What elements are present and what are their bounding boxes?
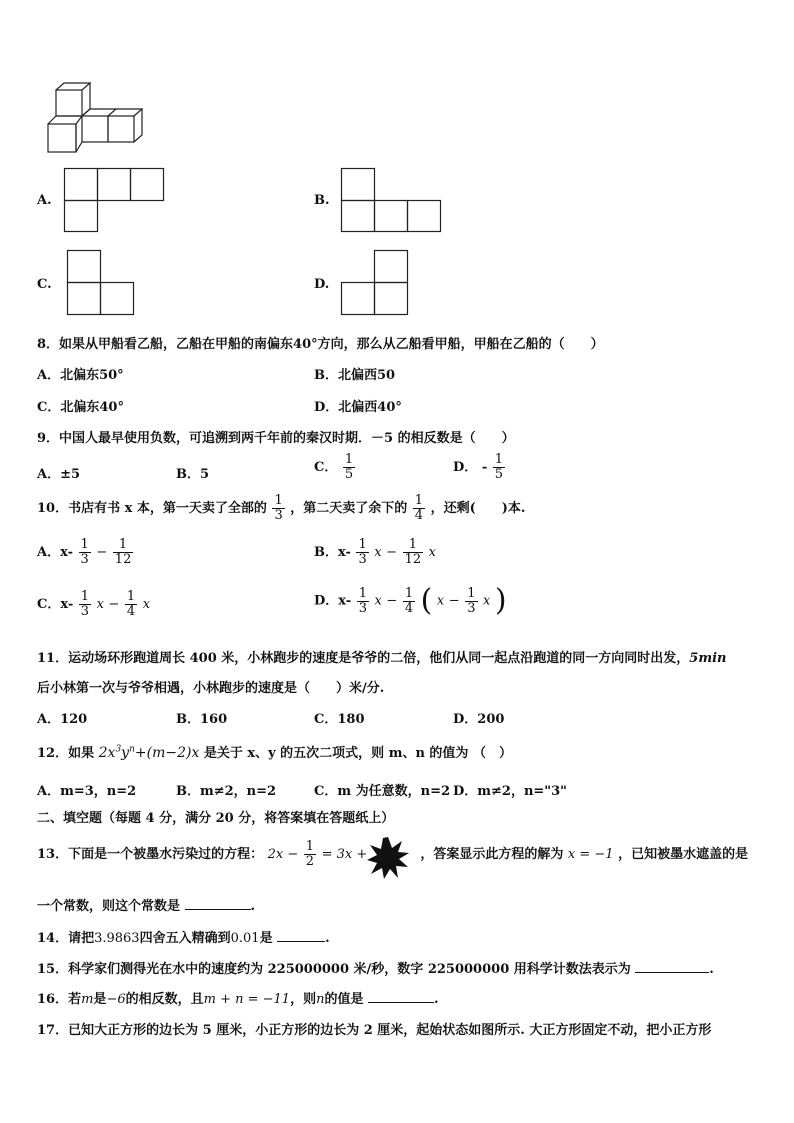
q15-answer-blank[interactable] [635,960,709,973]
q9-option-c[interactable] [314,453,356,482]
q14-answer-blank[interactable] [277,929,325,942]
q13-line1: 13．下面是一个被墨水污染过的方程： 2x − $\frac{1}{2}$ = 3x + ，答案显示此方程的解为 x = −1 ，已知被墨水遮盖的是 [37,839,749,869]
q7-option-a-label[interactable]: A. [37,193,52,208]
q13-line2: 一个常数，则这个常数是 . [37,899,256,914]
q8-option-c[interactable]: C．北偏东40° [37,400,124,415]
q10-option-a[interactable]: A．x- $\frac{1}{3}$ − $\frac{1}{12}$ [37,537,132,567]
q9-option-a[interactable]: A．±5 [37,467,81,482]
q7-option-d-view [341,250,409,316]
q12-option-d[interactable]: D．m≠2，n="3" [453,784,567,799]
q9-stem: 9．中国人最早使用负数，可追溯到两千年前的秦汉时期．－5 的相反数是（ ） [37,431,515,446]
q17-text: 17．已知大正方形的边长为 5 厘米，小正方形的边长为 2 厘米，起始状态如图所示. 大正方形固定不动，把小正方形 [37,1023,712,1038]
q9-option-d[interactable] [453,453,506,482]
q7-option-a-view [64,168,164,232]
q12-stem: 12．如果 $2x^3y^n+(m-2)x$ 是关于 x、y 的五次二项式，则 m、n 的值为 （ ） [37,744,512,761]
q15-text: 15．科学家们测得光在水中的速度约为 225000000 米/秒，数字 225000000 用科学计数法表示为 . [37,962,714,977]
q7-option-b-view [341,168,441,232]
q11-line2: 后小林第一次与爷爷相遇，小林跑步的速度是（ ）米/分. [37,681,385,696]
q8-option-d[interactable]: D．北偏西40° [314,400,402,415]
cube-solid-figure [44,80,154,160]
q9-option-b[interactable]: B．5 [176,467,210,482]
q10-option-c[interactable]: C．x- $\frac{1}{3}$ x − $\frac{1}{4}$ x [37,589,151,619]
q12-option-c[interactable]: C．m 为任意数，n=2 [314,784,451,799]
q11-option-b[interactable]: B．160 [176,712,228,727]
q9-option-d-fraction: $\frac{1}{5}$ [494,452,504,482]
q8-stem: 8．如果从甲船看乙船，乙船在甲船的南偏东40°方向，那么从乙船看甲船，甲船在乙船的（ ） [37,337,604,352]
q7-option-b-label[interactable]: B. [314,193,330,208]
q9-option-d-sign: - [481,460,488,475]
q11-option-a[interactable]: A．120 [37,712,88,727]
q16-answer-blank[interactable] [368,990,434,1003]
section-heading-fill-in: 二、填空题（每题 4 分，满分 20 分，将答案填在答题纸上） [37,811,395,826]
q14-text: 14．请把3.9863四舍五入精确到0.01是 . [37,931,330,946]
q13-answer-blank[interactable] [185,897,251,910]
q12-option-a[interactable]: A．m=3，n=2 [37,784,137,799]
q10-stem: 10．书店有书 x 本，第一天卖了全部的 $\frac{1}{3}$ ，第二天卖了余下的 $\frac{1}{4}$ ，还剩( )本. [37,493,526,523]
q12-expression: $2x^3y^n+(m-2)x$ [98,744,200,761]
q12-option-b[interactable]: B．m≠2，n=2 [176,784,277,799]
q11-line1: 11．运动场环形跑道周长 400 米，小林跑步的速度是爷爷的二倍，他们从同一起点沿跑道的同一方向同时出发，5min [37,651,727,666]
q9-option-c-fraction: $\frac{1}{5}$ [344,452,354,482]
q10-option-d[interactable]: D．x- $\frac{1}{3}$ x − $\frac{1}{4}$ ( x − $\frac{1}{3}$ x ) [314,583,507,618]
q16-text: 16．若m是−6的相反数，且m + n = −11，则n的值是 . [37,992,439,1007]
q10-option-b[interactable]: B．x- $\frac{1}{3}$ x − $\frac{1}{12}$ x [314,537,436,567]
q8-option-b[interactable]: B．北偏西50 [314,368,396,383]
q9-option-c-label: C． [314,460,338,475]
q7-option-c-view [67,250,135,316]
q7-option-c-label[interactable]: C. [37,277,52,292]
q9-option-d-label: D． [453,460,478,475]
q8-option-a[interactable]: A．北偏东50° [37,368,124,383]
ink-blot-icon [366,836,410,880]
q11-option-c[interactable]: C．180 [314,712,365,727]
q11-option-d[interactable]: D．200 [453,712,505,727]
q7-option-d-label[interactable]: D. [314,277,330,292]
